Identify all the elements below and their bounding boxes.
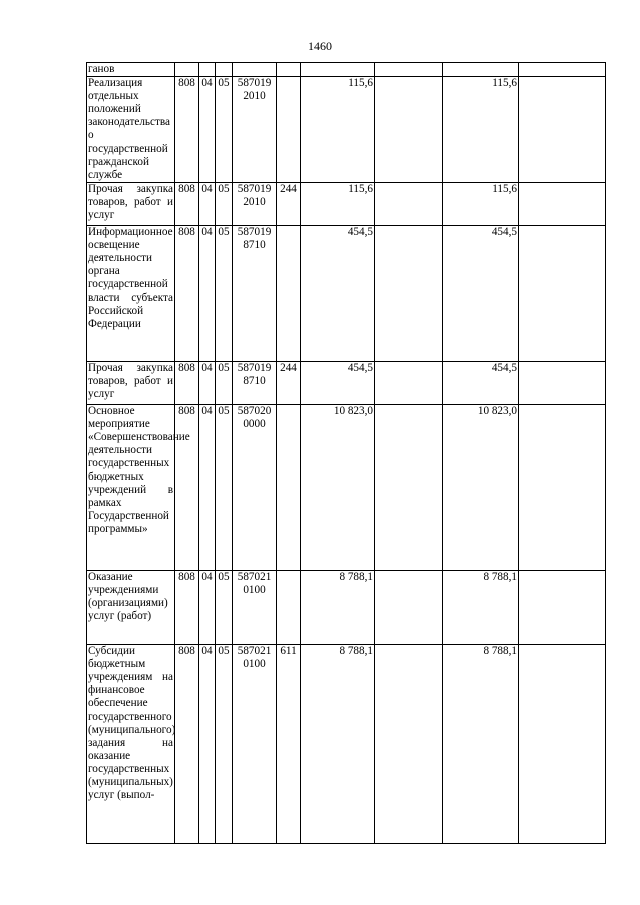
amount-cell-4: [519, 645, 606, 844]
admin-code-cell: 808: [175, 362, 199, 405]
amount-cell: 115,6: [301, 183, 375, 226]
item-name-cell: ганов: [87, 63, 175, 77]
budget-table: [86, 62, 606, 844]
section-code-cell: [199, 63, 216, 77]
target-article-part1: 587019: [237, 183, 272, 196]
amount-cell-2: [375, 405, 443, 571]
amount-cell-3: [443, 63, 519, 77]
item-name-cell: Прочая закупка товаров, работ и услуг: [87, 183, 175, 226]
amount-cell: 8 788,1: [301, 571, 375, 645]
admin-code-cell: 808: [175, 571, 199, 645]
admin-code-cell: [175, 63, 199, 77]
expense-type-cell: 611: [277, 645, 301, 844]
target-article-cell: [233, 405, 277, 571]
page-number: 1460: [308, 39, 332, 53]
table-row: [87, 571, 606, 645]
amount-cell-2: [375, 645, 443, 844]
table-row: [87, 226, 606, 362]
expense-type-cell: 244: [277, 183, 301, 226]
amount-cell: 115,6: [301, 77, 375, 183]
amount-cell-4: [519, 405, 606, 571]
item-name-cell: Реализация отдельных положений законодательства о государственной гражданской службе: [87, 77, 175, 183]
amount-cell-2: [375, 77, 443, 183]
amount-cell-2: [375, 183, 443, 226]
admin-code-cell: 808: [175, 645, 199, 844]
section-code-cell: 04: [199, 362, 216, 405]
table-body: [87, 63, 606, 844]
item-name-cell: Субсидии бюджетным учреждениям на финансовое обеспечение государственного (муниципального) задания на оказание государственных (муниципальных) услуг (выпол-: [87, 645, 175, 844]
amount-cell: 454,5: [301, 362, 375, 405]
table-row: [87, 183, 606, 226]
amount-cell: [301, 63, 375, 77]
target-article-part1: 587019: [237, 362, 272, 375]
target-article-part2: 0100: [243, 658, 266, 671]
section-code-cell: 04: [199, 571, 216, 645]
target-article-part1: 587021: [237, 645, 272, 658]
expense-type-cell: [277, 226, 301, 362]
admin-code-cell: 808: [175, 77, 199, 183]
target-article-part1: 587019: [237, 226, 272, 239]
expense-type-cell: 244: [277, 362, 301, 405]
table-row: [87, 645, 606, 844]
item-name-cell: Информационное освещение деятельности органа государственной власти субъекта Российской Федерации: [87, 226, 175, 362]
amount-cell-3: 8 788,1: [443, 571, 519, 645]
amount-cell-4: [519, 362, 606, 405]
item-name-cell: Прочая закупка товаров, работ и услуг: [87, 362, 175, 405]
item-name-cell: Основное мероприятие «Совершенствование деятельности государственных бюджетных учреждений в рамках Государственной программы»: [87, 405, 175, 571]
amount-cell-2: [375, 571, 443, 645]
amount-cell: 8 788,1: [301, 645, 375, 844]
target-article-part2: 2010: [243, 196, 266, 209]
amount-cell-3: 8 788,1: [443, 645, 519, 844]
amount-cell-3: 115,6: [443, 183, 519, 226]
section-code-cell: 04: [199, 183, 216, 226]
section-code-cell: 04: [199, 405, 216, 571]
amount-cell-2: [375, 226, 443, 362]
amount-cell: 10 823,0: [301, 405, 375, 571]
amount-cell-3: 10 823,0: [443, 405, 519, 571]
target-article-cell: [233, 571, 277, 645]
target-article-cell: [233, 226, 277, 362]
target-article-part1: 587019: [237, 77, 272, 90]
subsection-code-cell: 05: [216, 405, 233, 571]
section-code-cell: 04: [199, 77, 216, 183]
subsection-code-cell: [216, 63, 233, 77]
subsection-code-cell: 05: [216, 645, 233, 844]
target-article-cell: [233, 645, 277, 844]
expense-type-cell: [277, 405, 301, 571]
amount-cell-4: [519, 77, 606, 183]
subsection-code-cell: 05: [216, 77, 233, 183]
admin-code-cell: 808: [175, 226, 199, 362]
amount-cell-4: [519, 183, 606, 226]
item-name-cell: Оказание учреждениями (организациями) услуг (работ): [87, 571, 175, 645]
admin-code-cell: 808: [175, 183, 199, 226]
amount-cell-3: 115,6: [443, 77, 519, 183]
target-article-cell: [233, 63, 277, 77]
target-article-cell: [233, 77, 277, 183]
target-article-part2: 8710: [243, 375, 266, 388]
expense-type-cell: [277, 63, 301, 77]
expense-type-cell: [277, 571, 301, 645]
amount-cell: 454,5: [301, 226, 375, 362]
amount-cell-4: [519, 571, 606, 645]
table-row: [87, 362, 606, 405]
section-code-cell: 04: [199, 226, 216, 362]
target-article-part1: 587021: [237, 571, 272, 584]
section-code-cell: 04: [199, 645, 216, 844]
table-row: [87, 405, 606, 571]
subsection-code-cell: 05: [216, 362, 233, 405]
amount-cell-2: [375, 362, 443, 405]
table-row: [87, 77, 606, 183]
expense-type-cell: [277, 77, 301, 183]
subsection-code-cell: 05: [216, 183, 233, 226]
amount-cell-3: 454,5: [443, 226, 519, 362]
target-article-part2: 2010: [243, 90, 266, 103]
target-article-cell: [233, 183, 277, 226]
table-row: [87, 63, 606, 77]
amount-cell-4: [519, 63, 606, 77]
amount-cell-3: 454,5: [443, 362, 519, 405]
subsection-code-cell: 05: [216, 571, 233, 645]
target-article-part2: 0100: [243, 584, 266, 597]
target-article-part2: 0000: [243, 418, 266, 431]
target-article-part1: 587020: [237, 405, 272, 418]
amount-cell-2: [375, 63, 443, 77]
subsection-code-cell: 05: [216, 226, 233, 362]
amount-cell-4: [519, 226, 606, 362]
target-article-cell: [233, 362, 277, 405]
admin-code-cell: 808: [175, 405, 199, 571]
target-article-part2: 8710: [243, 239, 266, 252]
